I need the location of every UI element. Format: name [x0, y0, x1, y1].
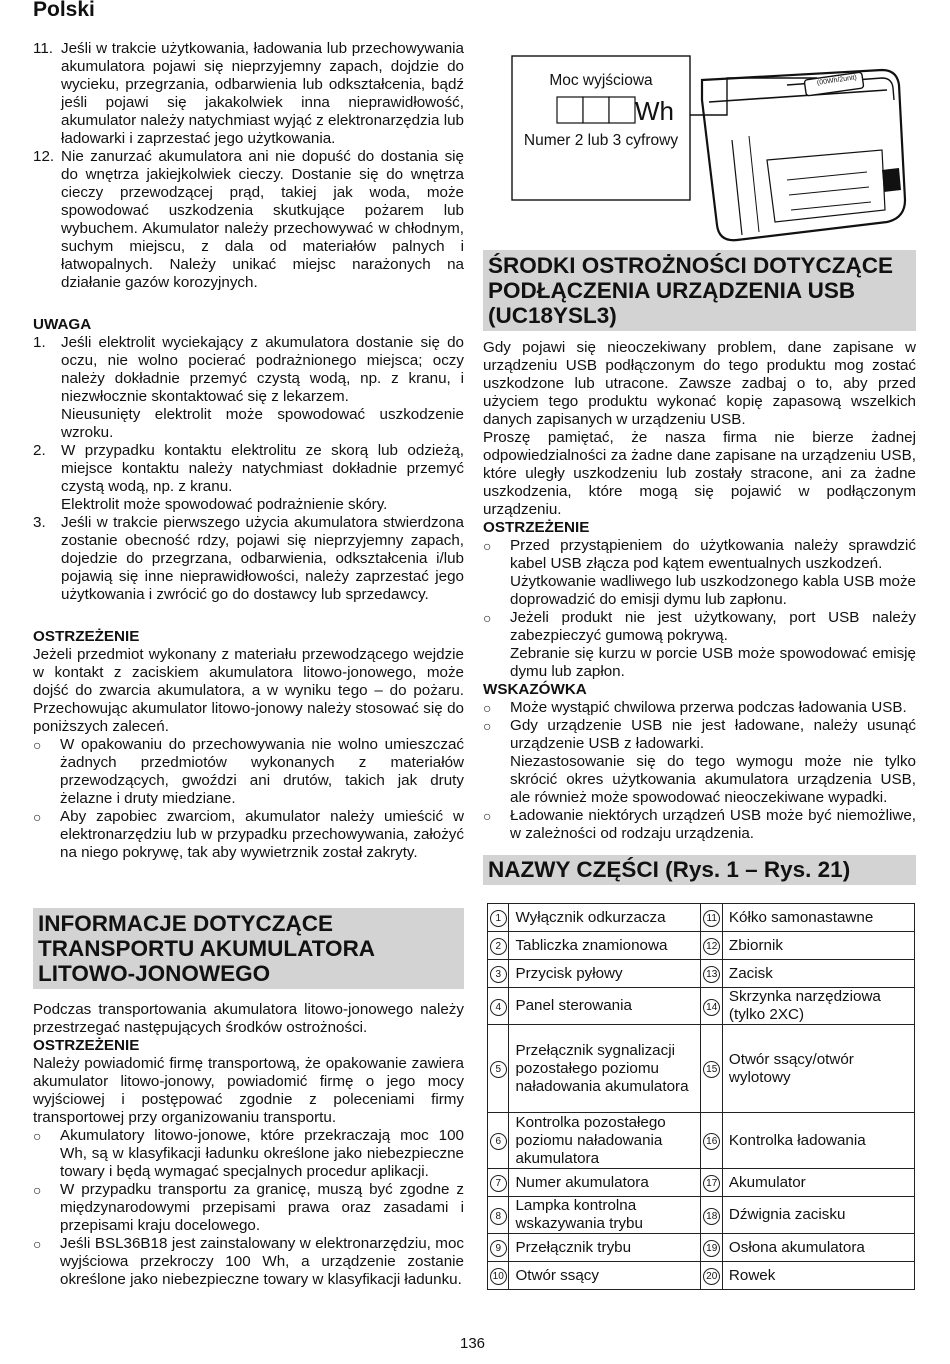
part-number-cell	[488, 988, 509, 1025]
part-number: 8	[490, 1208, 507, 1225]
part-label: Kontrolka ładowania	[722, 1113, 914, 1169]
parts-row	[488, 1234, 915, 1262]
item-extra: Elektrolit może spowodować podrażnienie skóry.	[61, 496, 388, 513]
bullet-item	[483, 717, 916, 807]
bullet-item	[33, 736, 464, 808]
part-number: 6	[490, 1133, 507, 1150]
part-number-cell	[488, 1234, 509, 1262]
part-number: 7	[490, 1175, 507, 1192]
bullet-circle-icon: ○	[33, 737, 42, 753]
page-language-heading: Polski	[33, 0, 95, 21]
part-number: 13	[703, 966, 720, 983]
part-number: 4	[490, 999, 507, 1016]
parts-row	[488, 1169, 915, 1197]
item-text: Jeśli w trakcie pierwszego użycia akumulatora stwierdzona zostanie obecność rdzy, pojawi się nieprzyjemny zapach, dojedzie do przegrzana, odbarwienia, odkształcenia i/lub pojawią się inne nieprawidłowości, należy zaprzestać jego użytkowania i zwrócić go do dostawcy lub sprzedawcy.	[61, 514, 464, 603]
digits-note: Numer 2 lub 3 cyfrowy	[523, 132, 679, 149]
item-number: 1.	[33, 334, 46, 351]
part-label: Kontrolka pozostałego poziomu naładowania akumulatora	[509, 1113, 701, 1169]
part-label: Tabliczka znamionowa	[509, 932, 701, 960]
part-label: Przełącznik sygnalizacji pozostałego poziomu naładowania akumulatora	[509, 1025, 701, 1113]
bullet-text: Może wystąpić chwilowa przerwa podczas ładowania USB.	[510, 699, 907, 716]
part-number-cell	[701, 1197, 722, 1234]
wskazowka-heading: WSKAZÓWKA	[483, 681, 587, 698]
bullet-text: W opakowaniu do przechowywania nie wolno umieszczać żadnych przedmiotów wykonanych z materiałów przewodzących, gwoździ ani drutów, takich jak druty żelazne i druty miedziane.	[60, 736, 464, 807]
parts-row	[488, 960, 915, 988]
part-label: Otwór ssący	[509, 1262, 701, 1290]
item-body	[61, 334, 464, 442]
part-number-cell	[701, 1169, 722, 1197]
bullet-circle-icon: ○	[483, 700, 492, 716]
bullet-circle-icon: ○	[33, 1128, 42, 1144]
part-number: 12	[703, 938, 720, 955]
bullet-body	[510, 717, 916, 807]
bullet-item	[483, 807, 916, 843]
part-number: 11	[703, 910, 720, 927]
part-label: Lampka kontrolna wskazywania trybu	[509, 1197, 701, 1234]
bullet-circle-icon: ○	[483, 538, 492, 554]
part-number: 18	[703, 1208, 720, 1225]
bullet-text: Gdy urządzenie USB nie jest ładowane, należy usunąć urządzenie USB z ładowarki.	[510, 717, 916, 752]
item-text: Jeśli w trakcie użytkowania, ładowania lub przechowywania akumulatora pojawi się nieprzyjemny zapach, dojdzie do wycieku, przegrzania, odbarwienia lub odkształcenia, bądź jeśli pojawi się jakakolwiek inna nieprawidłowość, akumulator należy natychmiast wyjąć z elektronarzędzia lub ładowarki i zaprzestać jego użytkowania.	[61, 40, 464, 147]
part-number-cell	[701, 1025, 722, 1113]
part-number-cell	[701, 932, 722, 960]
bullet-circle-icon: ○	[483, 610, 492, 626]
bullet-text: Akumulatory litowo-jonowe, które przekraczają moc 100 Wh, są w klasyfikacji ładunku określone jako niebezpieczne towary i będą wymagać specjalnych procedur aplikacji.	[60, 1127, 464, 1180]
parts-row	[488, 932, 915, 960]
item-text: Nie zanurzać akumulatora ani nie dopuść do dostania się do wnętrza jakiejkolwiek cieczy. Dostanie się do wnętrza cieczy przewodzącej prąd, takiej jak woda, może spowodować uszkodzenia skutkujące pożarem lub wybuchem. Akumulator należy przechowywać w chłodnym, suchym miejscu, z dala od materiałów palnych i łatwopalnych. Należy unikać miejsc narażonych na działanie gazów korozyjnych.	[61, 148, 464, 291]
part-label: Skrzynka narzędziowa (tylko 2XC)	[722, 988, 914, 1025]
part-number-cell	[701, 904, 722, 932]
part-number-cell	[488, 1025, 509, 1113]
part-label: Przycisk pyłowy	[509, 960, 701, 988]
numbered-item	[33, 334, 464, 442]
bullet-extra: Niezastosowanie się do tego wymogu może nie tylko skrócić okres użytkowania akumulatora urządzenia USB, ale również może spowodować nieoczekiwane wypadki.	[510, 753, 916, 806]
part-label: Osłona akumulatora	[722, 1234, 914, 1262]
part-number-cell	[488, 1262, 509, 1290]
parts-table	[487, 903, 915, 1290]
part-number: 3	[490, 966, 507, 983]
part-label: Otwór ssący/otwór wylotowy	[722, 1025, 914, 1113]
part-number: 9	[490, 1240, 507, 1257]
part-number-cell	[488, 1169, 509, 1197]
bullet-body	[510, 609, 916, 681]
bullet-text: Ładowanie niektórych urządzeń USB może być niemożliwe, w zależności od rodzaju urządzenia.	[510, 807, 916, 842]
parts-title: NAZWY CZĘŚCI (Rys. 1 – Rys. 21)	[483, 855, 916, 885]
part-number-cell	[488, 932, 509, 960]
part-number-cell	[488, 1197, 509, 1234]
output-label: Moc wyjściowa	[549, 72, 653, 89]
item-text: W przypadku kontaktu elektrolitu ze skorą lub odzieżą, miejsce kontaktu należy natychmiast dokładnie przemyć czystą wodą, np. z kranu.	[61, 442, 464, 495]
bullet-body	[510, 537, 916, 609]
part-number: 16	[703, 1133, 720, 1150]
transport-ostrzezenie-text: Należy powiadomić firmę transportową, że opakowanie zawiera akumulator litowo-jonowy, powiadomić firmę o jego mocy wyjściowej i postępować zgodnie z poleceniami firmy transportowej przy organizowaniu transportu.	[33, 1055, 464, 1126]
numbered-item	[33, 514, 464, 604]
item-number: 3.	[33, 514, 46, 531]
bullet-circle-icon: ○	[33, 1182, 42, 1198]
bullet-circle-icon: ○	[483, 718, 492, 734]
item-number: 2.	[33, 442, 46, 459]
transport-title: INFORMACJE DOTYCZĄCE TRANSPORTU AKUMULATORA LITOWO-JONOWEGO	[33, 908, 464, 989]
battery-figure	[487, 40, 917, 250]
part-number-cell	[701, 988, 722, 1025]
parts-row	[488, 1197, 915, 1234]
transport-intro: Podczas transportowania akumulatora litowo-jonowego należy przestrzegać następujących środków ostrożności.	[33, 1001, 464, 1036]
part-label: Wyłącznik odkurzacza	[509, 904, 701, 932]
part-number: 14	[703, 999, 720, 1016]
parts-row	[488, 988, 915, 1025]
part-number: 5	[490, 1061, 507, 1078]
part-number: 19	[703, 1240, 720, 1257]
usb-ostrzezenie-heading: OSTRZEŻENIE	[483, 519, 590, 536]
part-number-cell	[488, 1113, 509, 1169]
transport-ostrzezenie-heading: OSTRZEŻENIE	[33, 1037, 140, 1054]
item-body	[61, 442, 464, 514]
part-number-cell	[701, 960, 722, 988]
page-number: 136	[460, 1335, 486, 1352]
usb-paragraph-2: Proszę pamiętać, że nasza firma nie bierze żadnej odpowiedzialności za żadne dane zapisane na urządzeniu USB, które uległy uszkodzeniu lub zostały stracone, ani za żadne uszkodzenia, które mogą się pojawić w podłączonym urządzeniu.	[483, 429, 916, 518]
numbered-item	[33, 148, 464, 292]
bullet-item	[33, 1235, 464, 1289]
part-number: 15	[703, 1061, 720, 1078]
part-label: Zacisk	[722, 960, 914, 988]
part-label: Numer akumulatora	[509, 1169, 701, 1197]
parts-row	[488, 904, 915, 932]
parts-row	[488, 1113, 915, 1169]
part-number-cell	[488, 904, 509, 932]
bullet-item	[33, 1181, 464, 1235]
ostrzezenie-text: Jeżeli przedmiot wykonany z materiału przewodzącego wejdzie w kontakt z zaciskiem akumulatora litowo-jonowego, może dojść do zwarcia akumulatora, a w wyniku tego – do pożaru. Przechowując akumulator litowo-jonowy należy stosować się do poniższych zaleceń.	[33, 646, 464, 735]
ostrzezenie-heading: OSTRZEŻENIE	[33, 628, 140, 645]
bullet-circle-icon: ○	[483, 808, 492, 824]
part-number-cell	[488, 960, 509, 988]
parts-row	[488, 1025, 915, 1113]
left-column	[33, 40, 464, 862]
item-text: Jeśli elektrolit wyciekający z akumulatora dostanie się do oczu, nie wolno pocierać podrażnionego miejsca; oczy należy dokładnie przemyć czystą wodą, np. z kranu, i niezwłocznie skontaktować się z lekarzem.	[61, 334, 464, 405]
part-number-cell	[701, 1113, 722, 1169]
bullet-item	[483, 537, 916, 609]
bullet-text: Jeśli BSL36B18 jest zainstalowany w elektronarzędziu, moc wyjściowa przekroczy 100 Wh, a urządzenie zostanie określone jako niebezpieczne towary w klasyfikacji ładunku.	[60, 1235, 464, 1288]
right-column	[483, 250, 916, 843]
part-label: Akumulator	[722, 1169, 914, 1197]
bullet-text: Aby zapobiec zwarciom, akumulator należy umieścić w elektronarzędziu lub w przypadku przechowywania, założyć na niego pokrywę, tak aby wywietrznik został zakryty.	[60, 808, 464, 861]
bullet-item	[33, 808, 464, 862]
bullet-circle-icon: ○	[33, 809, 42, 825]
transport-section	[33, 908, 464, 1289]
part-label: Rowek	[722, 1262, 914, 1290]
bullet-extra: Użytkowanie wadliwego lub uszkodzonego kabla USB może doprowadzić do emisji dymu lub zapłonu.	[510, 573, 916, 608]
bullet-extra: Zebranie się kurzu w porcie USB może spowodować emisję dymu lub zapłon.	[510, 645, 916, 680]
part-label: Zbiornik	[722, 932, 914, 960]
part-number-cell	[701, 1262, 722, 1290]
numbered-item	[33, 40, 464, 148]
part-label: Kółko samonastawne	[722, 904, 914, 932]
part-label: Przełącznik trybu	[509, 1234, 701, 1262]
bullet-text: Przed przystąpieniem do użytkowania należy sprawdzić kabel USB złącza pod kątem ewentualnych uszkodzeń.	[510, 537, 916, 572]
bullet-item	[483, 699, 916, 717]
uwaga-heading: UWAGA	[33, 316, 92, 333]
item-number: 11.	[33, 40, 53, 57]
usb-title: ŚRODKI OSTROŻNOŚCI DOTYCZĄCE PODŁĄCZENIA URZĄDZENIA USB (UC18YSL3)	[483, 250, 916, 331]
part-number: 1	[490, 910, 507, 927]
bullet-text: W przypadku transportu za granicę, muszą być zgodne z międzynarodowymi przepisami prawa oraz zasadami i przepisami kraju docelowego.	[60, 1181, 464, 1234]
part-number: 20	[703, 1268, 720, 1285]
bullet-text: Jeżeli produkt nie jest użytkowany, port USB należy zabezpieczyć gumową pokrywą.	[510, 609, 916, 644]
bullet-item	[33, 1127, 464, 1181]
numbered-item	[33, 442, 464, 514]
part-number: 10	[490, 1268, 507, 1285]
bullet-circle-icon: ○	[33, 1236, 42, 1252]
part-label: Panel sterowania	[509, 988, 701, 1025]
parts-row	[488, 1262, 915, 1290]
part-number-cell	[701, 1234, 722, 1262]
part-label: Dźwignia zacisku	[722, 1197, 914, 1234]
part-number: 17	[703, 1175, 720, 1192]
item-number: 12.	[33, 148, 55, 165]
bullet-item	[483, 609, 916, 681]
item-extra: Nieusunięty elektrolit może spowodować uszkodzenie wzroku.	[61, 406, 464, 441]
unit-label: Wh	[635, 96, 674, 126]
usb-paragraph-1: Gdy pojawi się nieoczekiwany problem, dane zapisane w urządzeniu USB podłączonym do tego produktu mog zostać uszkodzone lub utracone. Zawsze zadbaj o to, aby przed użyciem tego produktu wykonać kopię zapasową wszelkich danych zapisanych w urządzeniu USB.	[483, 339, 916, 428]
battery-label: (00Wh/2unit)	[816, 74, 858, 87]
part-number: 2	[490, 938, 507, 955]
